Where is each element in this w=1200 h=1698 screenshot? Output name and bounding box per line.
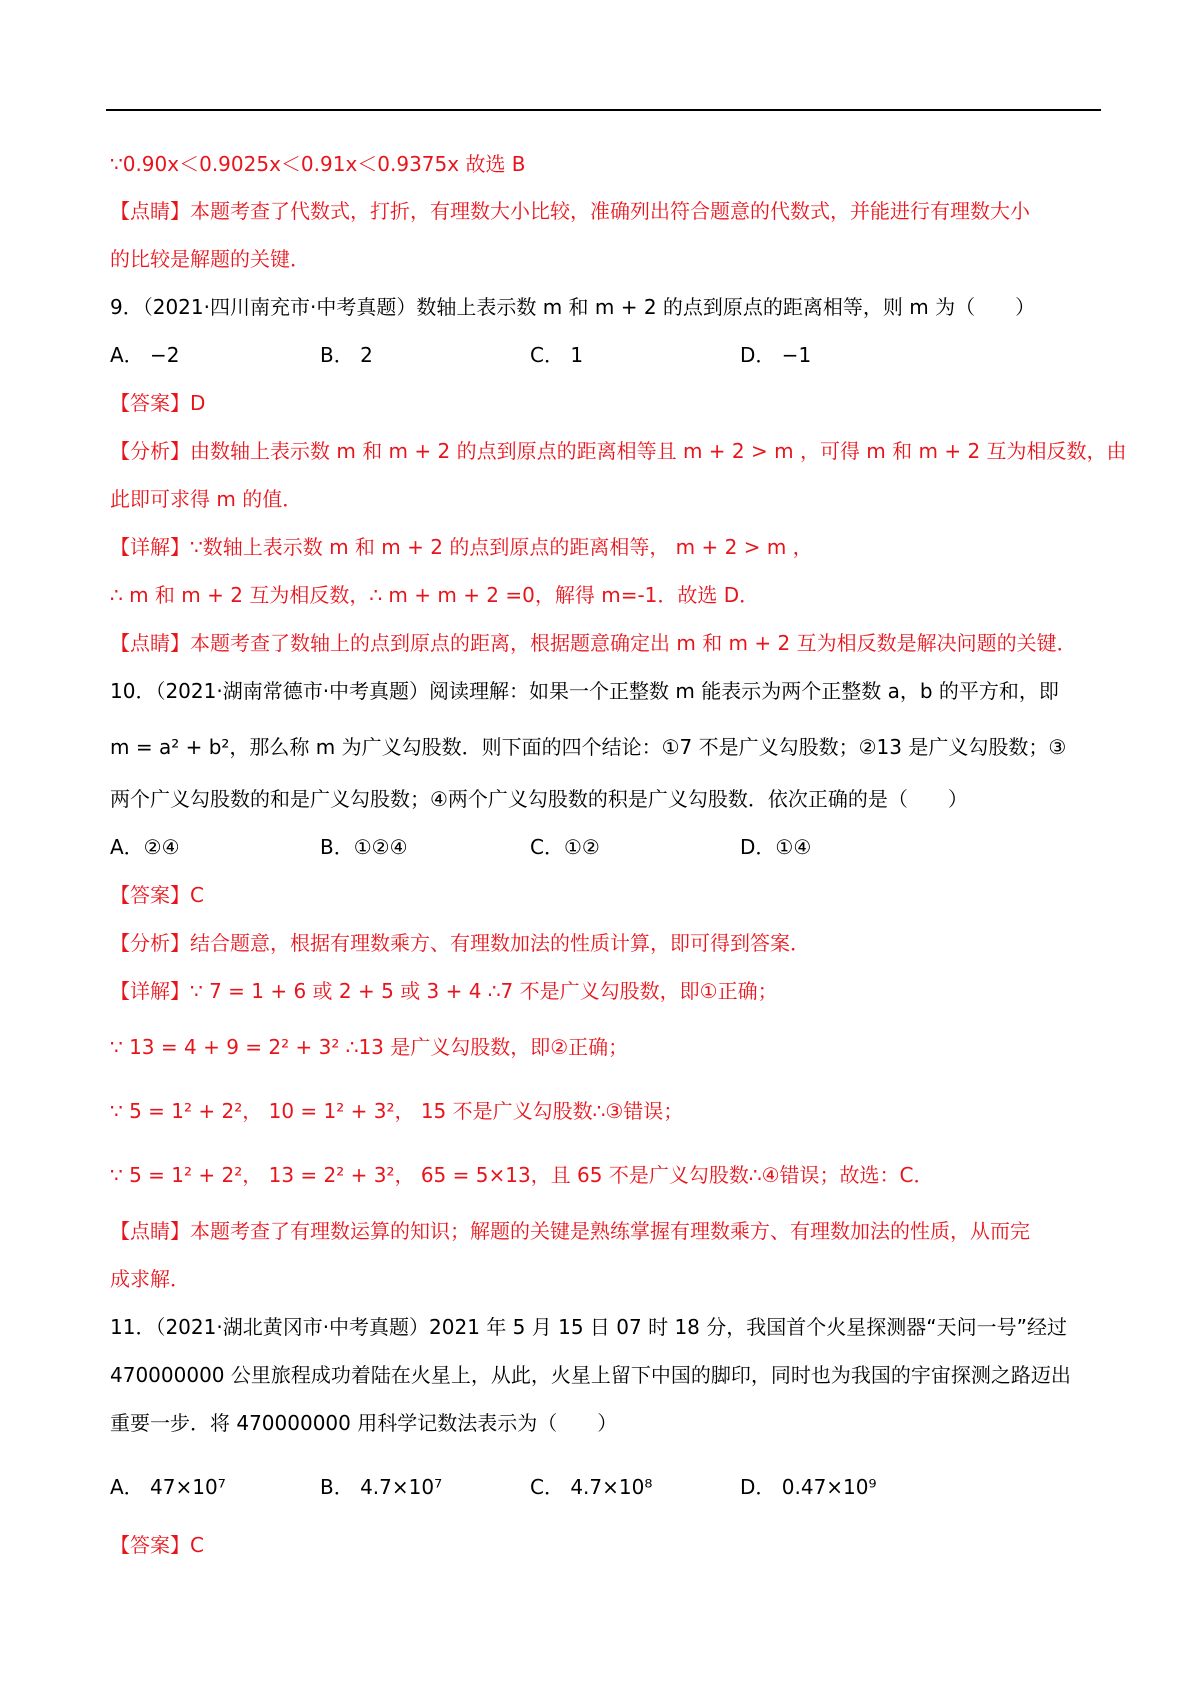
question-9-options [110, 341, 950, 369]
detail-9-line-1: 【详解】∵数轴上表示数 m 和 m + 2 的点到原点的距离相等， m + 2 > m ， [110, 535, 813, 559]
option-c: C．①② [530, 835, 600, 859]
question-10-line-2: m = a² + b²，那么称 m 为广义勾股数．则下面的四个结论：①7 不是广义勾股数；②13 是广义勾股数；③ [110, 735, 1067, 759]
analysis-10: 【分析】结合题意，根据有理数乘方、有理数加法的性质计算，即可得到答案． [110, 931, 810, 955]
question-11-line-1: 11．（2021·湖北黄冈市·中考真题）2021 年 5 月 15 日 07 时 18 分，我国首个火星探测器“天问一号”经过 [110, 1315, 1067, 1339]
option-d: D． 0.47×10⁹ [740, 1475, 877, 1499]
answer-11: 【答案】C [110, 1533, 204, 1557]
dianjing-10-line-2: 成求解． [110, 1267, 190, 1291]
detail-10-line-3: ∵ 5 = 1² + 2²， 10 = 1² + 3²， 15 不是广义勾股数∴③错误； [110, 1099, 684, 1123]
header-rule [106, 109, 1101, 111]
answer-10: 【答案】C [110, 883, 204, 907]
option-a: A． −2 [110, 343, 180, 367]
dianjing-10-line-1: 【点睛】本题考查了有理数运算的知识；解题的关键是熟练掌握有理数乘方、有理数加法的性质，从而完 [110, 1219, 1030, 1243]
detail-10-line-2: ∵ 13 = 4 + 9 = 2² + 3² ∴13 是广义勾股数，即②正确； [110, 1035, 629, 1059]
question-11-line-2: 470000000 公里旅程成功着陆在火星上，从此，火星上留下中国的脚印，同时也为我国的宇宙探测之路迈出 [110, 1363, 1071, 1387]
dianjing-9: 【点睛】本题考查了数轴上的点到原点的距离，根据题意确定出 m 和 m + 2 互为相反数是解决问题的关键． [110, 631, 1077, 655]
analysis-9-line-2: 此即可求得 m 的值． [110, 487, 303, 511]
option-d: D． −1 [740, 343, 812, 367]
option-c: C． 4.7×10⁸ [530, 1475, 653, 1499]
question-9: 9．（2021·四川南充市·中考真题）数轴上表示数 m 和 m + 2 的点到原点的距离相等，则 m 为（ ） [110, 295, 1036, 319]
option-c: C． 1 [530, 343, 584, 367]
option-b: B． 2 [320, 343, 373, 367]
option-b: B． 4.7×10⁷ [320, 1475, 443, 1499]
detail-10-line-1: 【详解】∵ 7 = 1 + 6 或 2 + 5 或 3 + 4 ∴7 不是广义勾股数，即①正确； [110, 979, 778, 1003]
solution-line-1: ∵0.90x＜0.9025x＜0.91x＜0.9375x 故选 B [110, 152, 526, 176]
detail-10-line-4: ∵ 5 = 1² + 2²， 13 = 2² + 3²， 65 = 5×13，且 65 不是广义勾股数∴④错误；故选：C． [110, 1163, 934, 1187]
question-11-line-3: 重要一步．将 470000000 用科学记数法表示为（ ） [110, 1411, 618, 1435]
question-10-line-1: 10．（2021·湖南常德市·中考真题）阅读理解：如果一个正整数 m 能表示为两个正整数 a，b 的平方和，即 [110, 679, 1059, 703]
analysis-9-line-1: 【分析】由数轴上表示数 m 和 m + 2 的点到原点的距离相等且 m + 2 > m ，可得 m 和 m + 2 互为相反数，由 [110, 439, 1127, 463]
option-a: A． 47×10⁷ [110, 1475, 226, 1499]
detail-9-line-2: ∴ m 和 m + 2 互为相反数，∴ m + m + 2 =0，解得 m=-1．故选 D． [110, 583, 760, 607]
answer-9: 【答案】D [110, 391, 206, 415]
dianjing-line-1: 【点睛】本题考查了代数式，打折，有理数大小比较，准确列出符合题意的代数式，并能进行有理数大小 [110, 199, 1030, 223]
option-a: A．②④ [110, 835, 180, 859]
question-10-options [110, 833, 950, 861]
question-11-options [110, 1473, 950, 1501]
option-b: B．①②④ [320, 835, 408, 859]
question-10-line-3: 两个广义勾股数的和是广义勾股数；④两个广义勾股数的积是广义勾股数．依次正确的是（ ） [110, 787, 968, 811]
dianjing-line-2: 的比较是解题的关键． [110, 247, 310, 271]
option-d: D．①④ [740, 835, 812, 859]
